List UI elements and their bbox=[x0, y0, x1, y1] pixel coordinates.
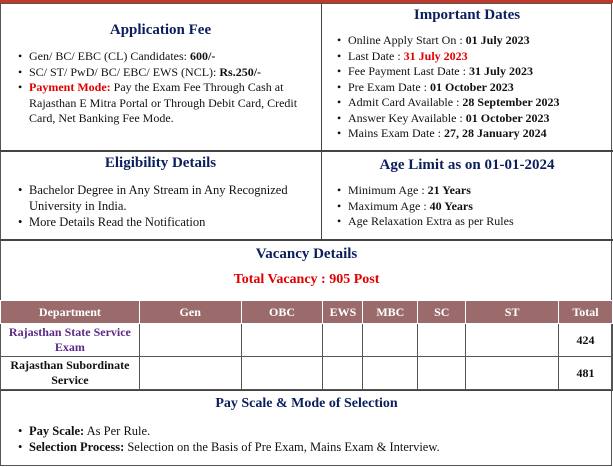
department-cell: Rajasthan Subordinate Service bbox=[1, 357, 140, 390]
header-st: ST bbox=[466, 301, 559, 324]
header-obc: OBC bbox=[241, 301, 323, 324]
table-row bbox=[1, 357, 613, 390]
header-mbc: MBC bbox=[363, 301, 418, 324]
list-item: • Last Date : 31 July 2023 bbox=[337, 49, 609, 65]
sc-cell bbox=[418, 357, 466, 390]
list-item: • Pay Scale: As Per Rule. bbox=[18, 423, 608, 439]
eligibility-title: Eligibility Details bbox=[104, 155, 217, 171]
ews-cell bbox=[323, 357, 363, 390]
list-item: • Admit Card Available : 28 September 2023 bbox=[337, 95, 609, 111]
header-total: Total bbox=[559, 301, 613, 324]
total-cell: 481 bbox=[559, 357, 613, 390]
header-ews: EWS bbox=[323, 301, 363, 324]
mbc-cell bbox=[363, 324, 418, 357]
list-item: • Selection Process: Selection on the Basis of Pre Exam, Mains Exam & Interview. bbox=[18, 439, 608, 455]
vacancy-title: Vacancy Details bbox=[255, 246, 358, 262]
gen-cell bbox=[139, 324, 241, 357]
table-header-row bbox=[1, 301, 613, 324]
list-item: • Fee Payment Last Date : 31 July 2023 bbox=[337, 64, 609, 80]
list-item: • Mains Exam Date : 27, 28 January 2024 bbox=[337, 126, 609, 142]
header-department: Department bbox=[1, 301, 140, 324]
application-fee-list bbox=[18, 49, 310, 127]
obc-cell bbox=[241, 324, 323, 357]
obc-cell bbox=[241, 357, 323, 390]
list-item: • Pre Exam Date : 01 October 2023 bbox=[337, 80, 609, 96]
table-row bbox=[1, 324, 613, 357]
last-date-value: 31 July 2023 bbox=[403, 48, 468, 63]
list-item: • SC/ ST/ PwD/ BC/ EBC/ EWS (NCL): Rs.250/- bbox=[18, 65, 310, 81]
row-divider bbox=[0, 239, 613, 241]
st-cell bbox=[466, 324, 559, 357]
pay-scale-title: Pay Scale & Mode of Selection bbox=[215, 396, 398, 411]
list-item: • Minimum Age : 21 Years bbox=[337, 183, 609, 199]
payment-mode-label: Payment Mode: bbox=[29, 80, 111, 94]
sc-cell bbox=[418, 324, 466, 357]
list-item: • Answer Key Available : 01 October 2023 bbox=[337, 111, 609, 127]
row-divider bbox=[0, 390, 613, 391]
row-divider bbox=[0, 150, 613, 152]
important-dates-title: Important Dates bbox=[413, 7, 521, 23]
ews-cell bbox=[323, 324, 363, 357]
list-item: • Maximum Age : 40 Years bbox=[337, 199, 609, 215]
header-gen: Gen bbox=[139, 301, 241, 324]
total-vacancy: Total Vacancy : 905 Post bbox=[233, 272, 380, 287]
pay-scale-list bbox=[18, 423, 608, 455]
list-item: • Payment Mode: Pay the Exam Fee Through Cash at Rajasthan E Mitra Portal or Through Debit Card, Credit Card, Net Banking Fee Mode. bbox=[18, 80, 310, 127]
header-sc: SC bbox=[418, 301, 466, 324]
st-cell bbox=[466, 357, 559, 390]
list-item: • Bachelor Degree in Any Stream in Any Recognized University in India. bbox=[18, 182, 316, 214]
vacancy-table bbox=[0, 300, 613, 390]
total-cell: 424 bbox=[559, 324, 613, 357]
column-divider bbox=[321, 3, 322, 240]
application-fee-title: Application Fee bbox=[109, 22, 212, 38]
mbc-cell bbox=[363, 357, 418, 390]
important-dates-list bbox=[337, 33, 609, 142]
list-item: • Age Relaxation Extra as per Rules bbox=[337, 214, 609, 230]
gen-cell bbox=[139, 357, 241, 390]
eligibility-list bbox=[18, 182, 316, 230]
list-item: • Online Apply Start On : 01 July 2023 bbox=[337, 33, 609, 49]
list-item: • More Details Read the Notification bbox=[18, 214, 316, 230]
age-limit-list bbox=[337, 183, 609, 230]
age-limit-title: Age Limit as on 01-01-2024 bbox=[379, 157, 555, 173]
department-cell: Rajasthan State Service Exam bbox=[1, 324, 140, 357]
list-item: • Gen/ BC/ EBC (CL) Candidates: 600/- bbox=[18, 49, 310, 65]
